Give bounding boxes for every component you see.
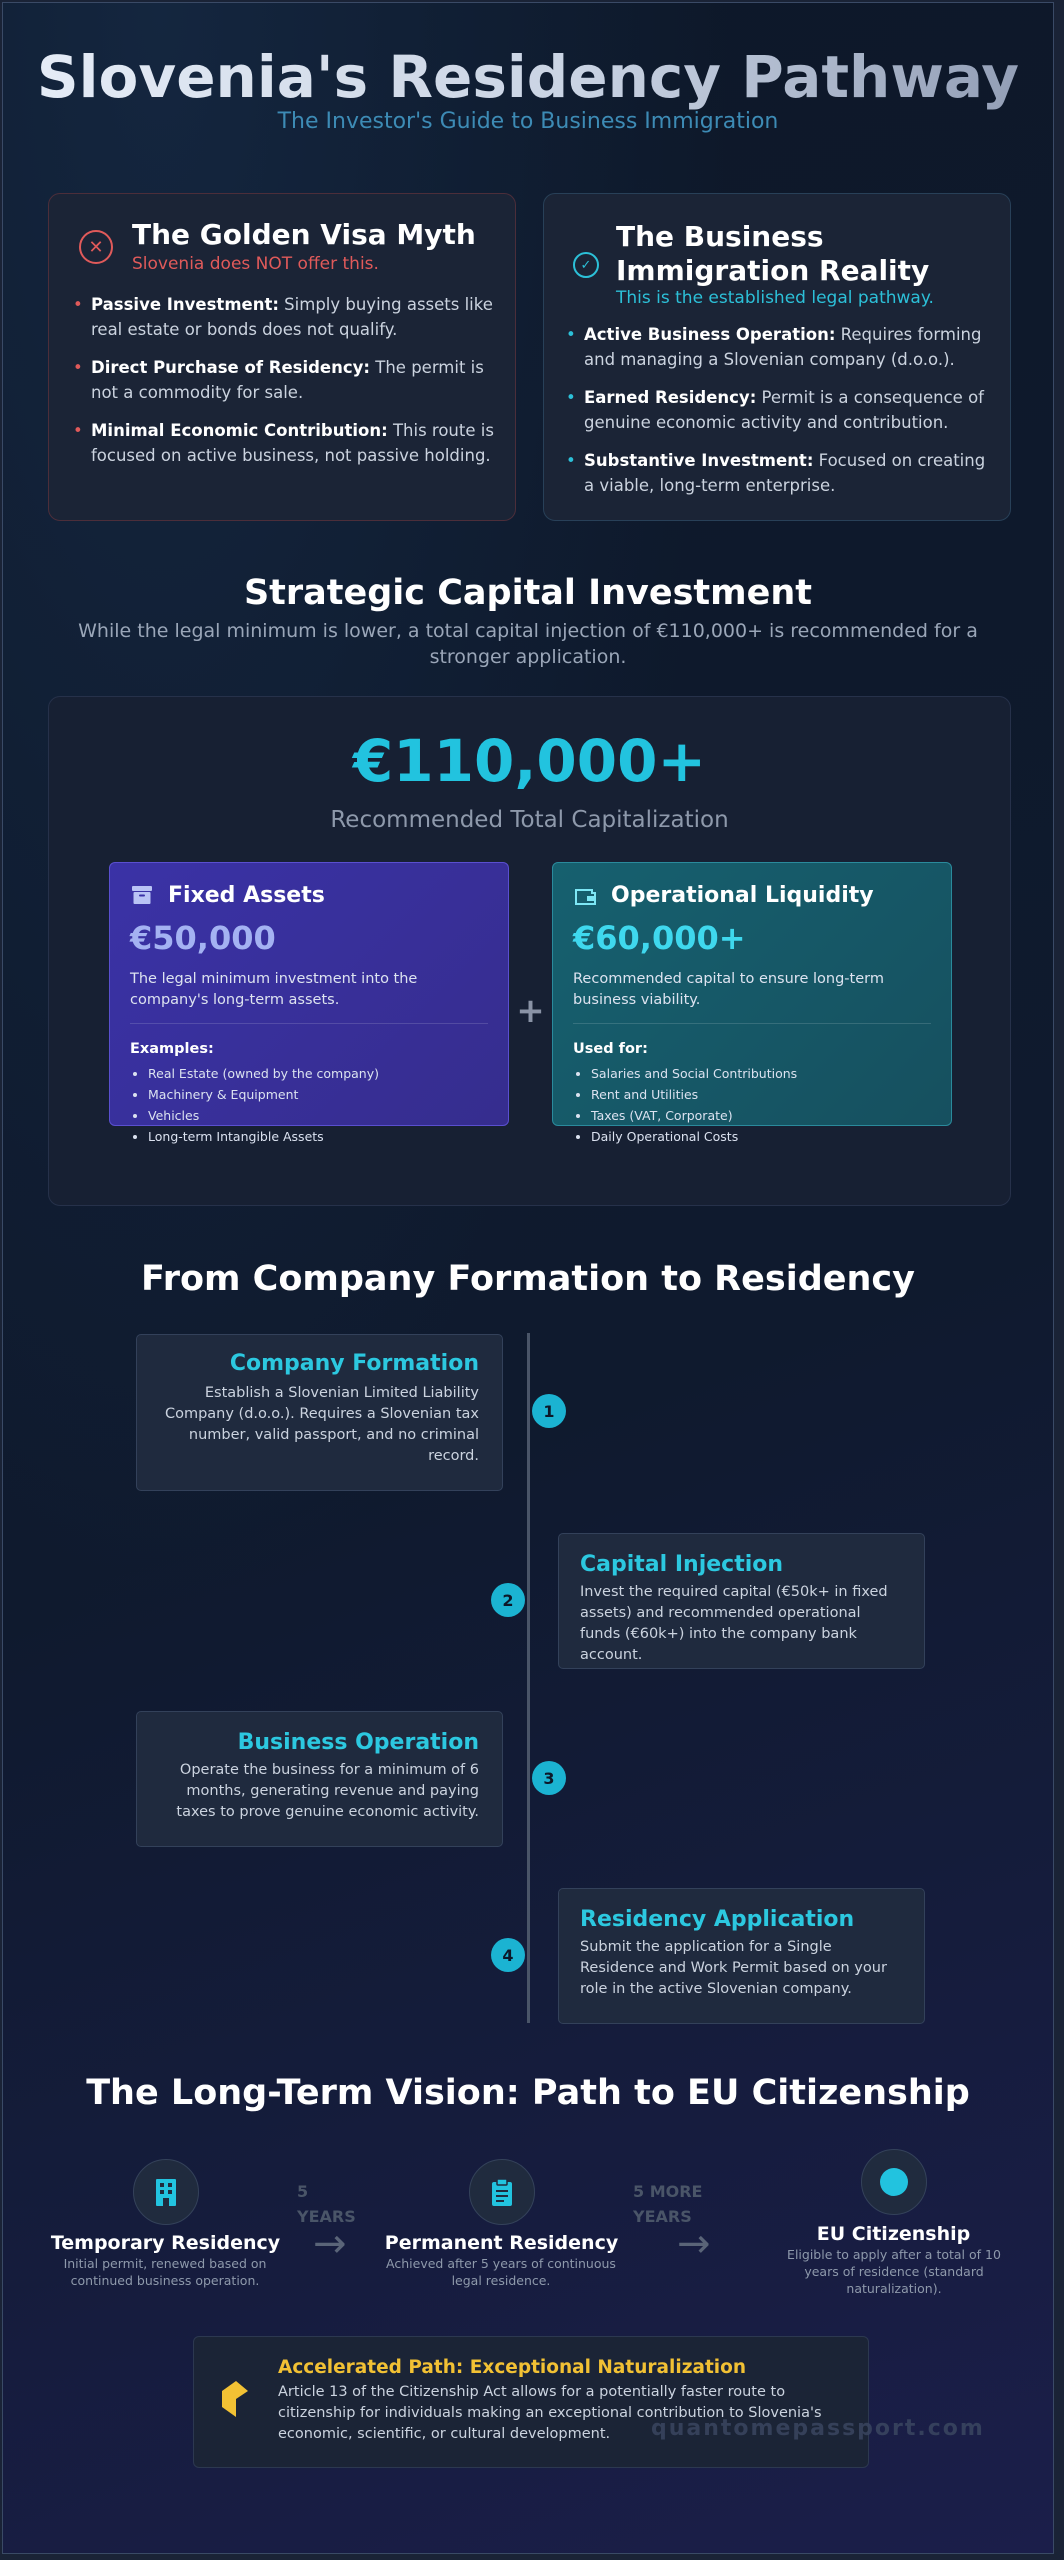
list-item: • Taxes (VAT, Corporate) (591, 1105, 941, 1126)
capital-section-subtitle: While the legal minimum is lower, a total capital injection of €110,000+ is recommended for a stronger application. (78, 620, 978, 668)
myth-subtitle: Slovenia does NOT offer this. (132, 254, 379, 274)
step-description: Operate the business for a minimum of 6 months, generating revenue and paying taxes to prove genuine economic activity. (176, 1762, 479, 1820)
plus-sign: + (516, 991, 545, 1031)
accelerated-path-card (193, 2336, 869, 2468)
page-subtitle: The Investor's Guide to Business Immigration (277, 109, 779, 134)
capital-panel (48, 696, 1011, 1206)
myth-point: • Passive Investment: Simply buying assets like real estate or bonds does not qualify. (71, 292, 496, 342)
stage-description: Achieved after 5 years of continuous legal residence. (386, 2256, 616, 2288)
operational-liquidity-amount: €60,000+ (573, 919, 746, 957)
step-number-badge: 3 (532, 1761, 566, 1795)
check-circle-icon: ✓ (573, 252, 599, 278)
timeline-title: From Company Formation to Residency (141, 1259, 915, 1299)
step-number-badge: 1 (532, 1394, 566, 1428)
timeline-step-card (558, 1533, 925, 1669)
step-description: Invest the required capital (€50k+ in fixed assets) and recommended operational funds (€60k+) into the company bank account. (580, 1584, 888, 1663)
fixed-assets-amount: €50,000 (130, 919, 276, 957)
timeline-line (527, 1333, 530, 2023)
list-item: • Vehicles (148, 1105, 498, 1126)
vision-title: The Long-Term Vision: Path to EU Citizenship (86, 2073, 970, 2113)
rocket-icon (218, 2379, 248, 2423)
stage-title: Temporary Residency (50, 2232, 281, 2254)
stage-title: Permanent Residency (384, 2232, 619, 2254)
step-description: Submit the application for a Single Residence and Work Permit based on your role in the active Slovenian company. (580, 1939, 887, 1997)
business-immigration-reality-card (543, 193, 1011, 521)
clipboard-icon (469, 2159, 535, 2225)
stage-title: EU Citizenship (816, 2223, 971, 2245)
step-description: Establish a Slovenian Limited Liability Company (d.o.o.). Requires a Slovenian tax number, valid passport, and no criminal record. (164, 1385, 479, 1464)
step-title: Capital Injection (580, 1552, 784, 1577)
operational-liquidity-description: Recommended capital to ensure long-term business viability. (573, 971, 884, 1008)
list-item: • Real Estate (owned by the company) (148, 1063, 498, 1084)
divider (130, 1023, 488, 1024)
reality-point: • Substantive Investment: Focused on creating a viable, long-term enterprise. (564, 448, 994, 498)
list-item: • Long-term Intangible Assets (148, 1126, 498, 1147)
list-item: • Daily Operational Costs (591, 1126, 941, 1147)
list-item: • Salaries and Social Contributions (591, 1063, 941, 1084)
stage-description: Eligible to apply after a total of 10 years of residence (standard naturalization). (787, 2247, 1001, 2296)
step-number-badge: 4 (491, 1938, 525, 1972)
arrow-right-icon: → (313, 2221, 347, 2267)
step-title: Business Operation (237, 1730, 479, 1755)
infographic-frame (2, 2, 1054, 2554)
reality-points (564, 322, 994, 511)
fixed-assets-list-title: Examples: (130, 1041, 214, 1057)
list-item: • Machinery & Equipment (148, 1084, 498, 1105)
years-unit: YEARS (297, 2207, 356, 2226)
step-title: Company Formation (229, 1351, 479, 1376)
building-icon (133, 2159, 199, 2225)
total-capital-amount: €110,000+ (352, 727, 707, 795)
myth-points (71, 292, 496, 481)
fixed-assets-description: The legal minimum investment into the company's long-term assets. (130, 971, 418, 1008)
x-circle-icon: ✕ (79, 230, 113, 264)
fixed-assets-box (109, 862, 509, 1144)
capital-section-title: Strategic Capital Investment (243, 573, 813, 613)
years-unit: YEARS (633, 2207, 692, 2226)
total-capital-label: Recommended Total Capitalization (330, 807, 729, 833)
reality-title: The Business Immigration Reality (616, 220, 930, 287)
reality-subtitle: This is the established legal pathway. (616, 288, 934, 308)
operational-liquidity-list-title: Used for: (573, 1041, 648, 1057)
page-title: Slovenia's Residency Pathway (3, 43, 1053, 111)
arrow-right-icon: → (677, 2221, 711, 2267)
operational-liquidity-title: Operational Liquidity (611, 883, 874, 908)
globe-icon (861, 2149, 927, 2215)
fixed-assets-list (130, 1063, 498, 1147)
list-item: • Rent and Utilities (591, 1084, 941, 1105)
myth-title: The Golden Visa Myth (132, 218, 476, 251)
step-title: Residency Application (580, 1907, 855, 1932)
operational-liquidity-list (573, 1063, 941, 1147)
stage-description: Initial permit, renewed based on continued business operation. (63, 2256, 267, 2288)
wallet-icon (575, 887, 597, 909)
archive-icon (132, 886, 152, 908)
divider (573, 1023, 931, 1024)
reality-point: • Earned Residency: Permit is a consequence of genuine economic activity and contribution. (564, 385, 994, 435)
myth-point: • Minimal Economic Contribution: This route is focused on active business, not passive holding. (71, 418, 496, 468)
accelerated-path-title: Accelerated Path: Exceptional Naturalization (278, 2357, 747, 2378)
timeline-step-card (136, 1711, 503, 1847)
years-count: 5 MORE (633, 2182, 703, 2201)
accelerated-path-description: Article 13 of the Citizenship Act allows for a potentially faster route to citizenship for individuals making an exceptional contribution to Slovenia's economic, scientific, or cultural development. (278, 2384, 822, 2442)
watermark: quantomepassport.com (651, 2416, 985, 2441)
step-number-badge: 2 (491, 1583, 525, 1617)
operational-liquidity-box (552, 862, 952, 1144)
myth-point: • Direct Purchase of Residency: The permit is not a commodity for sale. (71, 355, 496, 405)
fixed-assets-title: Fixed Assets (168, 883, 325, 908)
timeline-step-card (136, 1334, 503, 1491)
years-count: 5 (297, 2182, 309, 2201)
reality-point: • Active Business Operation: Requires forming and managing a Slovenian company (d.o.o.). (564, 322, 994, 372)
timeline-step-card (558, 1888, 925, 2024)
golden-visa-myth-card (48, 193, 516, 521)
